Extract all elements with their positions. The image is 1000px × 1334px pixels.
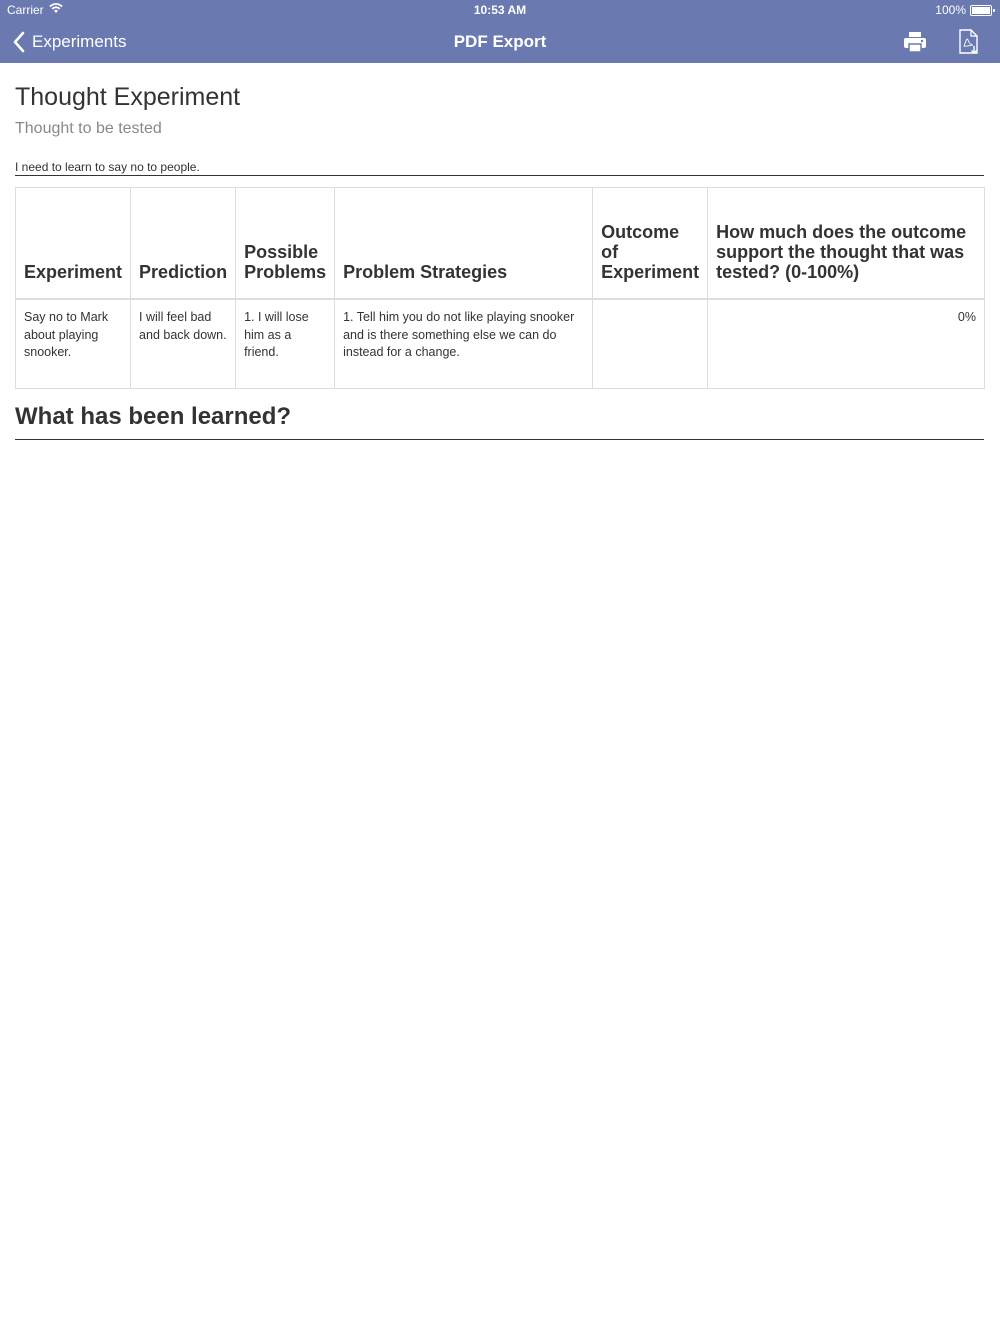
cell-problem-strategies: 1. Tell him you do not like playing snooker and is there something else we can do instead for a change.	[335, 299, 593, 389]
table-header-row	[16, 188, 985, 300]
back-button-label: Experiments	[32, 32, 127, 51]
table-row	[16, 299, 985, 389]
cell-support-percentage: 0%	[708, 299, 985, 389]
battery-percentage: 100%	[935, 3, 966, 17]
cell-experiment: Say no to Mark about playing snooker.	[16, 299, 131, 389]
carrier-label: Carrier	[7, 3, 44, 17]
document-title: Thought Experiment	[15, 83, 241, 111]
header-possible-problems: Possible Problems	[236, 188, 335, 300]
page-title: PDF Export	[453, 32, 547, 51]
nav-bar	[0, 22, 1000, 62]
header-prediction: Prediction	[131, 188, 236, 300]
document-subtitle: Thought to be tested	[15, 120, 162, 137]
pdf-export-icon[interactable]	[958, 29, 980, 55]
status-bar	[0, 0, 1000, 20]
status-time: 10:53 AM	[473, 3, 527, 17]
thought-text: I need to learn to say no to people.	[15, 160, 984, 176]
experiment-table	[15, 187, 985, 389]
header-problem-strategies: Problem Strategies	[335, 188, 593, 300]
header-outcome: Outcome of Experiment	[593, 188, 708, 300]
cell-outcome	[593, 299, 708, 389]
battery-icon	[970, 5, 992, 16]
header-experiment: Experiment	[16, 188, 131, 300]
print-icon[interactable]	[903, 30, 927, 54]
header-support-percentage: How much does the outcome support the thought that was tested? (0-100%)	[708, 188, 985, 300]
cell-prediction: I will feel bad and back down.	[131, 299, 236, 389]
learned-heading: What has been learned?	[15, 403, 984, 440]
navigation-bar	[0, 0, 1000, 63]
cell-possible-problems: 1. I will lose him as a friend.	[236, 299, 335, 389]
